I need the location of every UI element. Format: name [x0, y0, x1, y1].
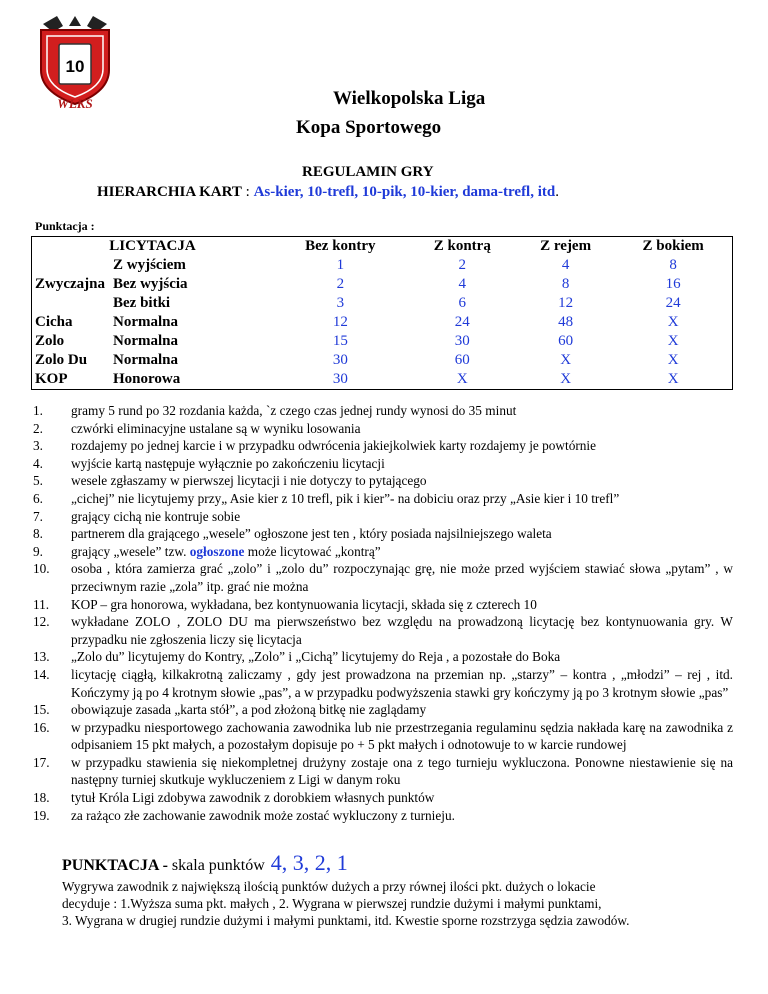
rule-number: 1.	[33, 403, 43, 418]
rule-item	[33, 719, 733, 754]
rule-text-a: grający „wesele” tzw.	[71, 543, 190, 559]
rule-number: 5.	[33, 473, 43, 489]
hierarchy-label: HIERARCHIA KART	[97, 184, 242, 200]
cell-value: 24	[665, 295, 681, 311]
cell-value: 1	[336, 257, 345, 273]
punktacja-description	[62, 878, 742, 929]
rule-text: obowiązuje zasada „karta stół”, a pod złożoną bitkę nie zaglądamy	[71, 702, 427, 718]
rule-text: gramy 5 rund po 32 rozdania każda, `z czego czas jednej rundy wynosi do 35 minut	[71, 403, 517, 418]
logo-card-text: 10	[65, 57, 85, 76]
rule-number: 9.	[33, 543, 43, 559]
regulamin-heading: REGULAMIN GRY	[302, 164, 434, 180]
row-mode: Normalna	[113, 314, 178, 330]
hierarchy-end: .	[555, 184, 559, 200]
cell-value: 2	[336, 276, 345, 292]
rule-text: wesele zgłaszamy w pierwszej licytacji i nie dotyczy to pytającego	[71, 473, 427, 489]
rule-item	[33, 666, 733, 701]
row-type: Zwyczajna	[35, 276, 105, 292]
rule-text: czwórki eliminacyjne ustalane są w wyniku losowania	[71, 420, 361, 436]
cell-value: X	[560, 371, 572, 387]
row-type: Cicha	[35, 314, 73, 330]
table-row	[32, 275, 733, 294]
licytacja-header: LICYTACJA	[109, 238, 196, 254]
rule-item	[33, 525, 733, 543]
rule-item	[33, 420, 733, 438]
rule-text: w przypadku niesportowego zachowania zawodnika lub nie przestrzegania regulaminu sędzia nakłada karę na zawodnika z odpisaniem 15 pkt małych, a pozostałym dopisuje po + 5 pkt małych i odnotowuje to w karcie rundowej	[71, 719, 733, 753]
cell-value: 12	[332, 314, 348, 330]
row-mode: Z wyjściem	[113, 257, 186, 273]
row-type: KOP	[35, 371, 68, 387]
row-mode: Bez bitki	[113, 295, 171, 311]
row-mode: Honorowa	[113, 371, 181, 387]
rule-text: osoba , która zamierza grać „zolo” i „zolo du” rozpoczynając grę, nie może przed wyjściem stawiać słowa „pytam” , w przeciwnym razie „zola” itp. grać nie można	[71, 561, 733, 594]
rule-item	[33, 754, 733, 789]
rule-number: 15.	[33, 702, 50, 718]
col-header: Z rejem	[540, 238, 592, 254]
rule-item	[33, 490, 733, 508]
rule-number: 11.	[33, 596, 50, 612]
cell-value: 4	[561, 257, 570, 273]
rule-text-c: może licytować „kontrą”	[244, 543, 381, 559]
rule-number: 10.	[33, 561, 50, 577]
cell-value: 4	[458, 276, 467, 292]
rule-number: 16.	[33, 719, 50, 735]
col-header: Z bokiem	[642, 238, 704, 254]
rule-number: 3.	[33, 438, 43, 454]
punktacja-subtitle: skala punktów	[171, 857, 265, 874]
table-header-row	[32, 237, 733, 257]
cell-value: 24	[454, 314, 470, 330]
cell-value: 8	[561, 276, 570, 292]
cell-value: 2	[458, 257, 467, 273]
table-row	[32, 351, 733, 370]
rule-number: 8.	[33, 526, 43, 542]
cell-value: 30	[454, 333, 470, 349]
rule-item	[33, 807, 733, 825]
cell-value: 3	[336, 295, 345, 311]
rule-item	[33, 508, 733, 526]
cell-value: 8	[669, 257, 677, 273]
rule-text: rozdajemy po jednej karcie i w przypadku odwrócenia jakiejkolwiek karty rozdajemy je powtórnie	[71, 438, 597, 454]
rule-text: wykładane ZOLO , ZOLO DU ma pierwszeństwo bez względu na prowadzoną licytację bez kontynuowania gry. W przypadku nie zgłoszenia liczy się licytacja	[71, 614, 733, 647]
rule-item	[33, 560, 733, 595]
cell-value: 30	[332, 371, 348, 387]
table-row	[32, 370, 733, 390]
rule-number: 18.	[33, 790, 50, 806]
punktacja-heading	[62, 850, 348, 876]
rule-text: za rażąco złe zachowanie zawodnik może zostać wykluczony z turnieju.	[71, 807, 455, 823]
rule-text: licytację ciągłą, kilkakrotną zaliczamy , gdy jest prowadzona na przemian np. „starzy” – kontra , „młodzi” – rej , itd. Kończymy ją po 4 krotnym słowie „pas”, a w przypadku podwyższenia stawki gry kończymy ją po 3 krotnym słowie „pas”	[71, 666, 733, 700]
rule-text-highlight: ogłoszone	[189, 543, 245, 559]
cell-value: X	[667, 314, 679, 330]
row-type	[32, 256, 114, 275]
table-row	[32, 332, 733, 351]
rule-item	[33, 648, 733, 666]
table-row	[32, 294, 733, 313]
cell-value: 30	[332, 352, 348, 368]
rules-list	[33, 402, 733, 824]
rule-item	[33, 789, 733, 807]
rule-item	[33, 596, 733, 614]
logo-brand-text: WLKS	[57, 96, 93, 111]
rule-text: tytuł Króla Ligi zdobywa zawodnik z dorobkiem własnych punktów	[71, 790, 435, 806]
rule-text: wyjście kartą następuje wyłącznie po zakończeniu licytacji	[71, 455, 385, 471]
league-logo	[33, 14, 117, 114]
cell-value: 15	[332, 333, 348, 349]
cell-value: 60	[454, 352, 470, 368]
rule-number: 17.	[33, 754, 50, 770]
cell-value: X	[560, 352, 572, 368]
table-row	[32, 256, 733, 275]
rule-text: „cichej” nie licytujemy przy„ Asie kier z 10 trefl, pik i kier”- na dobiciu oraz przy „Asie kier i 10 trefl”	[71, 490, 620, 506]
rule-item	[33, 543, 733, 561]
cell-value: 12	[558, 295, 574, 311]
punktacja-line: decyduje : 1.Wyższa suma pkt. małych , 2. Wygrana w pierwszej rundzie dużymi i małymi punktami,	[62, 896, 602, 911]
league-subtitle: Kopa Sportowego	[296, 117, 442, 138]
rule-number: 14.	[33, 666, 50, 682]
punktacja-line: Wygrywa zawodnik z największą ilością punktów dużych a przy równej ilości pkt. dużych o lokacie	[62, 879, 596, 894]
cell-value: X	[667, 333, 679, 349]
rule-item	[33, 437, 733, 455]
rule-text: partnerem dla grającego „wesele” ogłoszone jest ten , który posiada najsilniejszego waleta	[71, 526, 552, 542]
cell-value: 48	[558, 314, 574, 330]
rule-number: 4.	[33, 455, 43, 471]
league-title: Wielkopolska Liga	[333, 88, 486, 109]
rule-item	[33, 472, 733, 490]
row-mode: Bez wyjścia	[113, 276, 188, 292]
row-type: Zolo Du	[35, 352, 88, 368]
row-type	[32, 294, 114, 313]
punktacja-scale: 4, 3, 2, 1	[270, 850, 348, 875]
rule-number: 2.	[33, 420, 43, 436]
rule-item	[33, 455, 733, 473]
scoring-label: Punktacja :	[35, 219, 95, 233]
rule-number: 19.	[33, 807, 50, 823]
cell-value: 16	[665, 276, 681, 292]
card-hierarchy	[97, 184, 559, 201]
col-header: Z kontrą	[433, 238, 491, 254]
rule-text: „Zolo du” licytujemy do Kontry, „Zolo” i „Cichą” licytujemy do Reja , a pozostałe do Boka	[71, 649, 561, 665]
scoring-table	[31, 236, 733, 390]
punktacja-title: PUNKTACJA -	[62, 857, 172, 874]
hierarchy-separator: :	[241, 184, 254, 200]
cell-value: X	[456, 371, 468, 387]
rule-item	[33, 701, 733, 719]
cell-value: X	[667, 371, 679, 387]
row-mode: Normalna	[113, 333, 178, 349]
cell-value: 6	[458, 295, 467, 311]
cell-value: 60	[558, 333, 574, 349]
punktacja-line: 3. Wygrana w drugiej rundzie dużymi i małymi punktami, itd. Kwestie sporne rozstrzyga sędzia zawodów.	[62, 913, 630, 928]
rule-text: grający cichą nie kontruje sobie	[71, 508, 241, 524]
rule-item	[33, 613, 733, 648]
col-header: Bez kontry	[305, 238, 376, 254]
hierarchy-value: As-kier, 10-trefl, 10-pik, 10-kier, dama-trefl, itd	[253, 184, 556, 200]
rule-text: KOP – gra honorowa, wykładana, bez kontynuowania licytacji, składa się z czterech 10	[71, 596, 537, 612]
rule-number: 13.	[33, 649, 50, 665]
rule-text: w przypadku stawienia się niekompletnej drużyny zostaje ona z tego turnieju wykluczona. Ponowne niestawienie się na następny turniej skutkuje wykluczeniem z Ligi w danym roku	[71, 754, 733, 788]
cell-value: X	[667, 352, 679, 368]
rule-number: 6.	[33, 490, 43, 506]
rule-number: 7.	[33, 508, 43, 524]
row-mode: Normalna	[113, 352, 178, 368]
rule-item	[33, 402, 733, 420]
rule-number: 12.	[33, 614, 50, 630]
table-row	[32, 313, 733, 332]
row-type: Zolo	[35, 333, 65, 349]
